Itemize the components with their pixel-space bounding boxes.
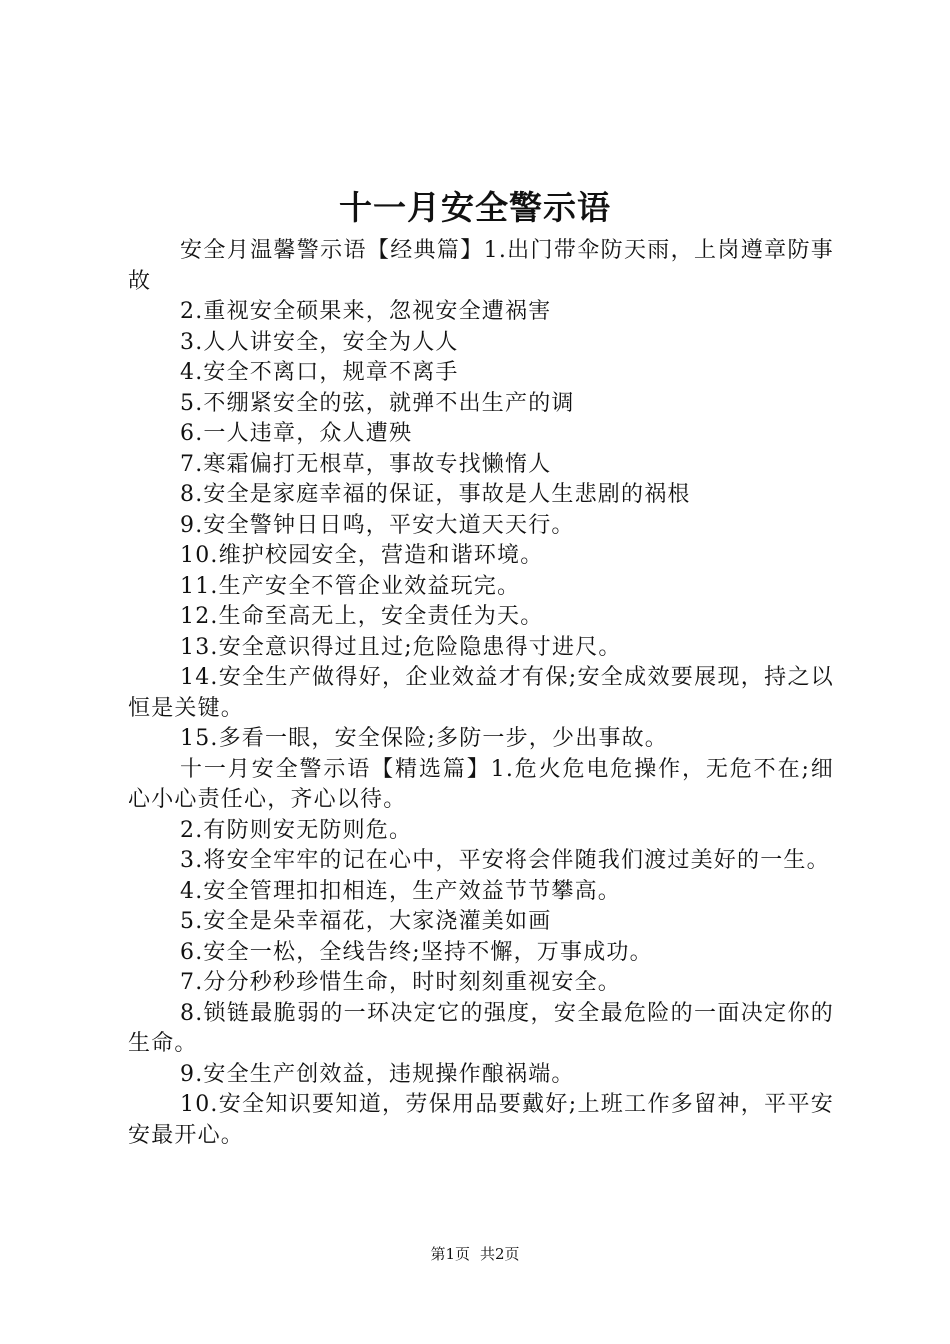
page-number-current: 第1页 [430,1245,470,1263]
paragraph: 5.安全是朵幸福花，大家浇灌美如画 [180,909,552,934]
page-footer [0,1244,950,1264]
paragraph: 7.分分秒秒珍惜生命，时时刻刻重视安全。 [180,970,621,995]
paragraph: 8.安全是家庭幸福的保证，事故是人生悲剧的祸根 [180,482,691,507]
paragraph: 9.安全生产创效益，违规操作酿祸端。 [180,1061,575,1087]
paragraph: 6.一人违章，众人遭殃 [180,421,413,446]
paragraph: 安全月温馨警示语【经典篇】1.出门带伞防天雨，上岗遵章防事故 [128,238,834,294]
paragraph: 3.人人讲安全，安全为人人 [180,329,459,355]
paragraph: 十一月安全警示语【精选篇】1.危火危电危操作，无危不在;细心小心责任心，齐心以待。 [128,756,834,812]
paragraph: 14.安全生产做得好，企业效益才有保;安全成效要展现，持之以恒是关键。 [128,665,834,721]
paragraph: 10.维护校园安全，营造和谐环境。 [180,543,544,568]
page-number-total: 共2页 [480,1245,520,1263]
paragraph: 13.安全意识得过且过;危险隐患得寸进尺。 [180,634,622,660]
paragraph: 4.安全不离口，规章不离手 [180,360,459,385]
paragraph: 6.安全一松，全线告终;坚持不懈，万事成功。 [180,939,653,965]
paragraph: 12.生命至高无上，安全责任为天。 [180,604,544,629]
paragraph: 11.生产安全不管企业效益玩完。 [180,573,521,599]
paragraph: 15.多看一眼，安全保险;多防一步，少出事故。 [180,726,669,751]
paragraph: 4.安全管理扣扣相连，生产效益节节攀高。 [180,878,621,904]
paragraph: 5.不绷紧安全的弦，就弹不出生产的调 [180,390,575,416]
paragraph: 3.将安全牢牢的记在心中，平安将会伴随我们渡过美好的一生。 [180,848,830,873]
document-body [128,236,834,1151]
paragraph: 2.重视安全硕果来，忽视安全遭祸害 [180,299,552,324]
paragraph: 2.有防则安无防则危。 [180,817,413,843]
paragraph: 10.安全知识要知道，劳保用品要戴好;上班工作多留神，平平安安最开心。 [128,1092,834,1148]
paragraph: 8.锁链最脆弱的一环决定它的强度，安全最危险的一面决定你的生命。 [128,1000,834,1056]
document-title: 十一月安全警示语 [339,188,611,227]
paragraph: 7.寒霜偏打无根草，事故专找懒惰人 [180,451,552,477]
paragraph: 9.安全警钟日日鸣，平安大道天天行。 [180,512,575,538]
